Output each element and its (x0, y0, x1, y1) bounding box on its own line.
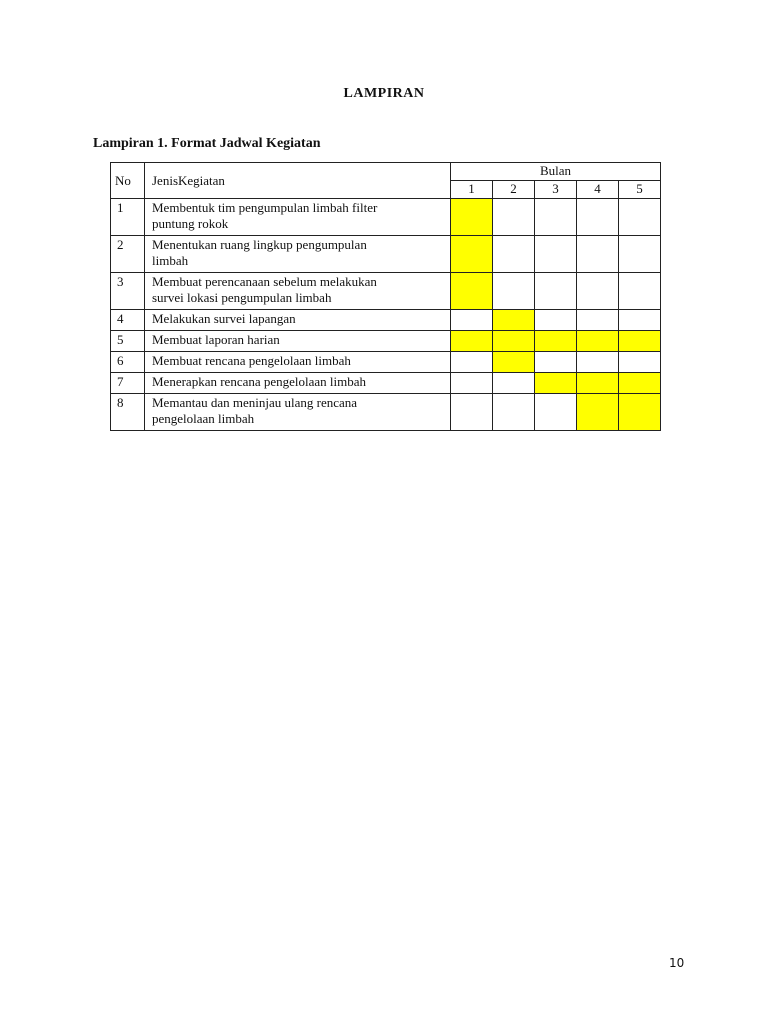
activity-cell (145, 373, 451, 394)
activity-cell (145, 199, 451, 236)
month-cell (493, 394, 535, 431)
row-number: 7 (111, 373, 145, 394)
section-subtitle: Lampiran 1. Format Jadwal Kegiatan (93, 136, 321, 151)
row-number: 1 (111, 199, 145, 236)
month-cell-active (535, 373, 577, 394)
month-cell-active (451, 331, 493, 352)
month-cell (619, 236, 661, 273)
month-cell (535, 199, 577, 236)
month-cell-active (493, 331, 535, 352)
month-cell (451, 310, 493, 331)
activity-line: Memantau dan meninjau ulang rencana (152, 395, 358, 410)
header-month: 2 (493, 181, 535, 199)
row-number: 2 (111, 236, 145, 273)
activity-line: limbah (152, 253, 189, 268)
table-row (111, 331, 661, 352)
activity-line: Membuat rencana pengelolaan limbah (152, 353, 351, 368)
schedule-table (110, 162, 661, 431)
month-cell-active (619, 331, 661, 352)
month-cell (535, 273, 577, 310)
month-cell (535, 394, 577, 431)
month-cell-active (493, 352, 535, 373)
activity-line: Melakukan survei lapangan (152, 311, 296, 326)
month-cell (577, 236, 619, 273)
month-cell (577, 352, 619, 373)
header-month: 3 (535, 181, 577, 199)
table-row (111, 273, 661, 310)
header-no: No (111, 163, 145, 199)
activity-line: Membuat laporan harian (152, 332, 280, 347)
table-row (111, 236, 661, 273)
activity-cell (145, 331, 451, 352)
month-cell-active (619, 394, 661, 431)
row-number: 8 (111, 394, 145, 431)
table-row (111, 199, 661, 236)
row-number: 5 (111, 331, 145, 352)
activity-line: Membentuk tim pengumpulan limbah filter (152, 200, 378, 215)
month-cell (493, 273, 535, 310)
month-cell-active (577, 331, 619, 352)
month-cell (535, 236, 577, 273)
activity-cell (145, 310, 451, 331)
header-month: 4 (577, 181, 619, 199)
month-cell-active (493, 310, 535, 331)
month-cell-active (577, 394, 619, 431)
table-row (111, 352, 661, 373)
header-activity: JenisKegiatan (145, 163, 451, 199)
row-number: 3 (111, 273, 145, 310)
month-cell (535, 310, 577, 331)
month-cell (535, 352, 577, 373)
header-month: 5 (619, 181, 661, 199)
activity-line: puntung rokok (152, 216, 229, 231)
activity-line: Menerapkan rencana pengelolaan limbah (152, 374, 367, 389)
activity-line: survei lokasi pengumpulan limbah (152, 290, 332, 305)
month-cell (619, 273, 661, 310)
month-cell (493, 199, 535, 236)
schedule-body (111, 199, 661, 431)
page-number: 10 (669, 956, 685, 970)
activity-line: Menentukan ruang lingkup pengumpulan (152, 237, 367, 252)
header-month: 1 (451, 181, 493, 199)
month-cell (619, 199, 661, 236)
row-number: 4 (111, 310, 145, 331)
month-cell (451, 352, 493, 373)
month-cell-active (451, 273, 493, 310)
activity-cell (145, 352, 451, 373)
activity-cell (145, 236, 451, 273)
header-months-group: Bulan (451, 163, 661, 181)
month-cell (493, 373, 535, 394)
activity-line: pengelolaan limbah (152, 411, 255, 426)
month-cell-active (451, 199, 493, 236)
month-cell (619, 310, 661, 331)
month-cell (577, 310, 619, 331)
month-cell (451, 394, 493, 431)
month-cell (577, 273, 619, 310)
table-row (111, 394, 661, 431)
table-row (111, 310, 661, 331)
month-cell-active (451, 236, 493, 273)
month-cell (619, 352, 661, 373)
page-title: LAMPIRAN (343, 86, 425, 101)
row-number: 6 (111, 352, 145, 373)
month-cell-active (619, 373, 661, 394)
table-row (111, 373, 661, 394)
month-cell (577, 199, 619, 236)
month-cell-active (535, 331, 577, 352)
activity-cell (145, 273, 451, 310)
activity-cell (145, 394, 451, 431)
activity-line: Membuat perencanaan sebelum melakukan (152, 274, 377, 289)
month-cell (451, 373, 493, 394)
month-cell-active (577, 373, 619, 394)
month-cell (493, 236, 535, 273)
